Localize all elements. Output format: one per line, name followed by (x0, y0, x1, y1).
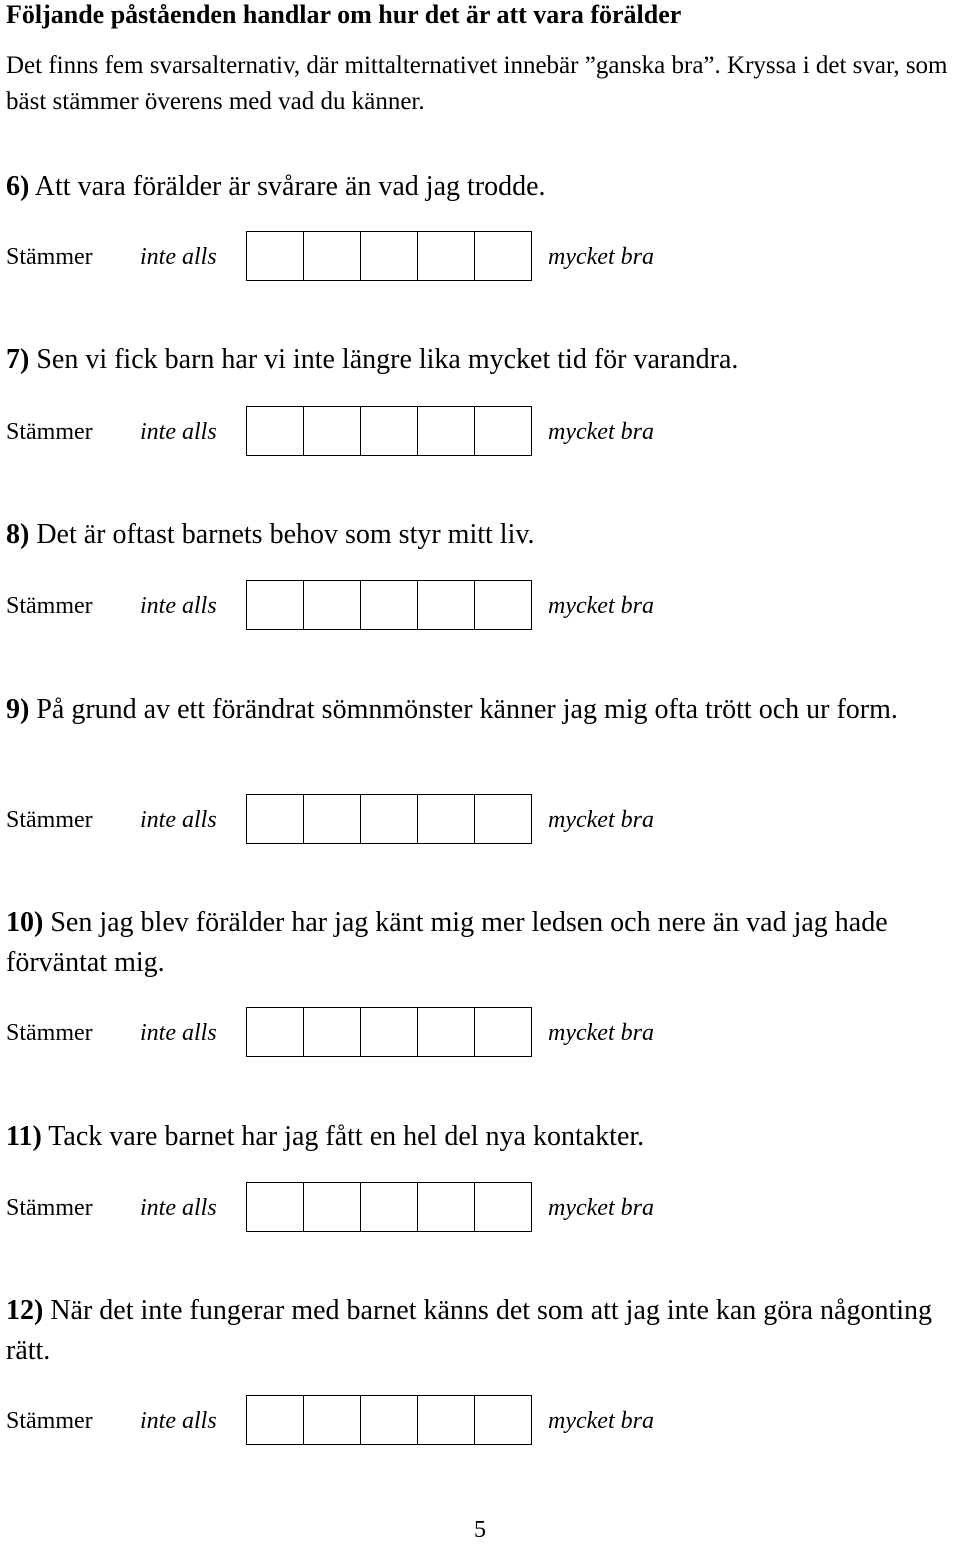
rating-boxes (246, 406, 532, 456)
rating-boxes (246, 794, 532, 844)
question-text: Det är oftast barnets behov som styr mitt liv. (36, 519, 535, 550)
rating-box-1[interactable] (246, 580, 303, 630)
scale-high-label: mycket bra (548, 1408, 654, 1434)
page-heading: Följande påståenden handlar om hur det är att vara förälder (6, 0, 682, 29)
scale-left-label: Stämmer (6, 593, 93, 619)
question-number: 8) (6, 519, 30, 550)
question-number: 6) (6, 171, 30, 202)
rating-box-4[interactable] (417, 231, 474, 281)
rating-box-2[interactable] (303, 1182, 360, 1232)
scale-left-label: Stämmer (6, 1195, 93, 1221)
rating-box-2[interactable] (303, 794, 360, 844)
rating-box-5[interactable] (474, 1007, 532, 1057)
rating-box-3[interactable] (360, 406, 417, 456)
scale-left-label: Stämmer (6, 807, 93, 833)
scale-left-label: Stämmer (6, 1020, 93, 1046)
question-text: När det inte fungerar med barnet känns det som att jag inte kan göra någonting rätt. (6, 1295, 933, 1366)
rating-scale-6 (0, 231, 960, 283)
question-8 (6, 515, 960, 555)
question-number: 11) (6, 1121, 42, 1152)
rating-box-3[interactable] (360, 1182, 417, 1232)
scale-high-label: mycket bra (548, 593, 654, 619)
scale-high-label: mycket bra (548, 1195, 654, 1221)
rating-box-4[interactable] (417, 1007, 474, 1057)
rating-box-5[interactable] (474, 406, 532, 456)
rating-scale-9 (0, 794, 960, 846)
rating-box-3[interactable] (360, 580, 417, 630)
rating-box-4[interactable] (417, 1395, 474, 1445)
rating-box-4[interactable] (417, 580, 474, 630)
scale-low-label: inte alls (140, 419, 217, 445)
question-6 (6, 167, 960, 207)
rating-scale-12 (0, 1395, 960, 1447)
scale-low-label: inte alls (140, 1020, 217, 1046)
question-11 (6, 1117, 960, 1157)
scale-low-label: inte alls (140, 593, 217, 619)
scale-left-label: Stämmer (6, 419, 93, 445)
rating-box-1[interactable] (246, 406, 303, 456)
scale-high-label: mycket bra (548, 244, 654, 270)
scale-high-label: mycket bra (548, 807, 654, 833)
question-number: 12) (6, 1295, 44, 1326)
scale-low-label: inte alls (140, 1408, 217, 1434)
rating-box-5[interactable] (474, 794, 532, 844)
rating-boxes (246, 1395, 532, 1445)
question-9 (6, 690, 960, 730)
rating-box-1[interactable] (246, 1395, 303, 1445)
rating-boxes (246, 1182, 532, 1232)
rating-box-1[interactable] (246, 1182, 303, 1232)
question-7 (6, 340, 960, 380)
rating-box-1[interactable] (246, 1007, 303, 1057)
scale-high-label: mycket bra (548, 1020, 654, 1046)
rating-box-2[interactable] (303, 580, 360, 630)
rating-box-4[interactable] (417, 794, 474, 844)
rating-box-3[interactable] (360, 794, 417, 844)
question-text: Att vara förälder är svårare än vad jag trodde. (34, 171, 546, 202)
question-text: Sen jag blev förälder har jag känt mig mer ledsen och nere än vad jag hade förväntat mig. (6, 907, 888, 978)
scale-low-label: inte alls (140, 807, 217, 833)
rating-box-2[interactable] (303, 231, 360, 281)
question-number: 7) (6, 344, 30, 375)
rating-box-1[interactable] (246, 794, 303, 844)
question-text: På grund av ett förändrat sömnmönster känner jag mig ofta trött och ur form. (36, 694, 898, 725)
rating-box-4[interactable] (417, 406, 474, 456)
question-text: Tack vare barnet har jag fått en hel del nya kontakter. (48, 1121, 645, 1152)
scale-low-label: inte alls (140, 244, 217, 270)
rating-box-4[interactable] (417, 1182, 474, 1232)
rating-scale-10 (0, 1007, 960, 1059)
rating-box-5[interactable] (474, 1182, 532, 1232)
rating-box-2[interactable] (303, 1007, 360, 1057)
rating-boxes (246, 231, 532, 281)
scale-left-label: Stämmer (6, 1408, 93, 1434)
rating-box-5[interactable] (474, 231, 532, 281)
question-number: 9) (6, 694, 30, 725)
rating-box-3[interactable] (360, 1007, 417, 1057)
rating-box-2[interactable] (303, 1395, 360, 1445)
rating-scale-11 (0, 1182, 960, 1234)
rating-scale-8 (0, 580, 960, 632)
rating-box-3[interactable] (360, 231, 417, 281)
rating-scale-7 (0, 406, 960, 458)
question-text: Sen vi fick barn har vi inte längre lika mycket tid för varandra. (36, 344, 739, 375)
scale-high-label: mycket bra (548, 419, 654, 445)
scale-low-label: inte alls (140, 1195, 217, 1221)
question-12 (6, 1291, 960, 1371)
question-number: 10) (6, 907, 44, 938)
rating-boxes (246, 1007, 532, 1057)
scale-left-label: Stämmer (6, 244, 93, 270)
rating-boxes (246, 580, 532, 630)
rating-box-5[interactable] (474, 1395, 532, 1445)
rating-box-3[interactable] (360, 1395, 417, 1445)
rating-box-5[interactable] (474, 580, 532, 630)
rating-box-2[interactable] (303, 406, 360, 456)
page-number: 5 (474, 1517, 486, 1543)
rating-box-1[interactable] (246, 231, 303, 281)
question-10 (6, 903, 960, 983)
instructions: Det finns fem svarsalternativ, där mittalternativet innebär ”ganska bra”. Kryssa i det svar, som bäst stämmer överens med vad du känner. (6, 52, 948, 115)
